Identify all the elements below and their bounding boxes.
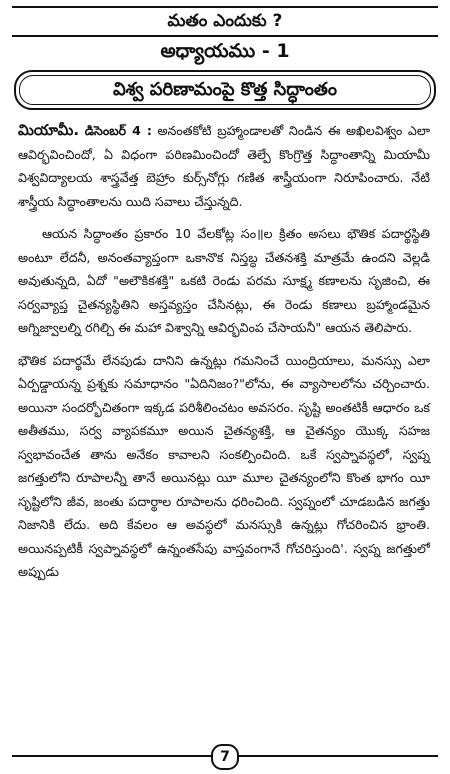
chapter-heading: అధ్యాయము - 1 [160,40,290,62]
paragraph-text: అనంతకోటి బ్రహ్మాండాలతో నిండిన ఈ అఖిలవిశ్వం ఎలా ఆవిర్భవించిందో, ఏ విధంగా పరిణమించిందో తెల్పే కొంగ్రొత్త సిద్ధాంతాన్ని మియామీ విశ్వవిద్యాలయ శాస్త్రవేత్త బెహ్రాం కుర్స్‌నోగ్లు గణిత శాస్త్రీయంగా నిరూపించారు. నేటి శాస్త్రీయ సిద్ధాంతాలను యిది సవాలు చేస్తున్నది. [18,123,430,209]
running-header [12,6,438,37]
paragraph-3: భౌతిక పదార్థమే లేనపుడు దానిని ఉన్నట్లు గమనించే యింద్రియాలు, మనస్సు ఎలా ఏర్పడ్డాయన్న ప్రశ్నకు సమాధానం "ఏదినిజం?"లోను, ఈ వ్యాసాలలోను చర్చించారు. అయినా సందర్భోచితంగా ఇక్కడ పరిశీలించటం అవసరం. సృష్టి అంతటికీ ఆధారం ఒక అతీతము, సర్వ వ్యాపకమూ అయిన చైతన్యశక్తి, ఆ చైతన్యం యొక్క సహజ స్వభావంచేత తాను అనేకం కావాలని సంకల్పించింది. ఒకే స్వప్నావస్థలో, స్వప్న జగత్తులోని రూపాలన్నీ తానే అయినట్లు యీ మూల చైతన్యంలోని కొంత భాగం యీ సృష్టిలోని జీవ, జంతు పదార్థాల రూపాలను ధరించింది. స్వప్నంలో చూడబడిన జగత్తు నిజానికి లేదు. అది కేవలం ఆ అవస్థలో మనస్సుకి ఉన్నట్లు గోచరించిన భ్రాంతి. అయినప్పటికీ స్వప్నావస్థలో ఉన్నంతసేపు వాస్తవంగానే గోచరిస్తుంది'. స్వప్న జగత్తులో అప్పుడు [18,352,430,579]
article-title: విశ్వ పరిణామంపై కొత్త సిద్ధాంతం [19,75,431,105]
dateline-date: డిసెంబర్ 4 : [84,123,152,138]
paragraph-1 [18,119,430,213]
paragraph-2: ఆయన సిద్ధాంతం ప్రకారం 10 వేలకోట్ల సం॥ల క్రితం అసలు భౌతిక పదార్థస్థితి అంటూ లేదనీ, అనంతవ్యాప్తంగా ఒకానొక నిస్తబ్ధ చేతనశక్తి మాత్రమే ఉందని వెల్లడి అవుతున్నది, ఏదో "అలౌకికశక్తి" ఒకటి రెండు పరమ సూక్ష్మ కణాలను సృజించి, ఈ సర్వవ్యాప్త చైతన్యస్థితిని అస్తవ్యస్తం చేసినట్లు, ఈ రెండు కణాలు బ్రహ్మాండమైన అగ్నిజ్వాలల్ని రగిల్చి ఈ మహా విశ్వాన్ని ఆవిర్భవింప చేసాయనీ" ఆయన తెలిపారు. [18,226,430,335]
page-number: 7 [211,744,239,770]
article-body [18,119,430,593]
article-title-box [14,70,436,110]
page-footer [12,744,438,768]
book-page [12,6,438,768]
dateline-city: మియామీ. [18,121,80,139]
book-title: మతం ఎందుకు ? [167,11,283,31]
